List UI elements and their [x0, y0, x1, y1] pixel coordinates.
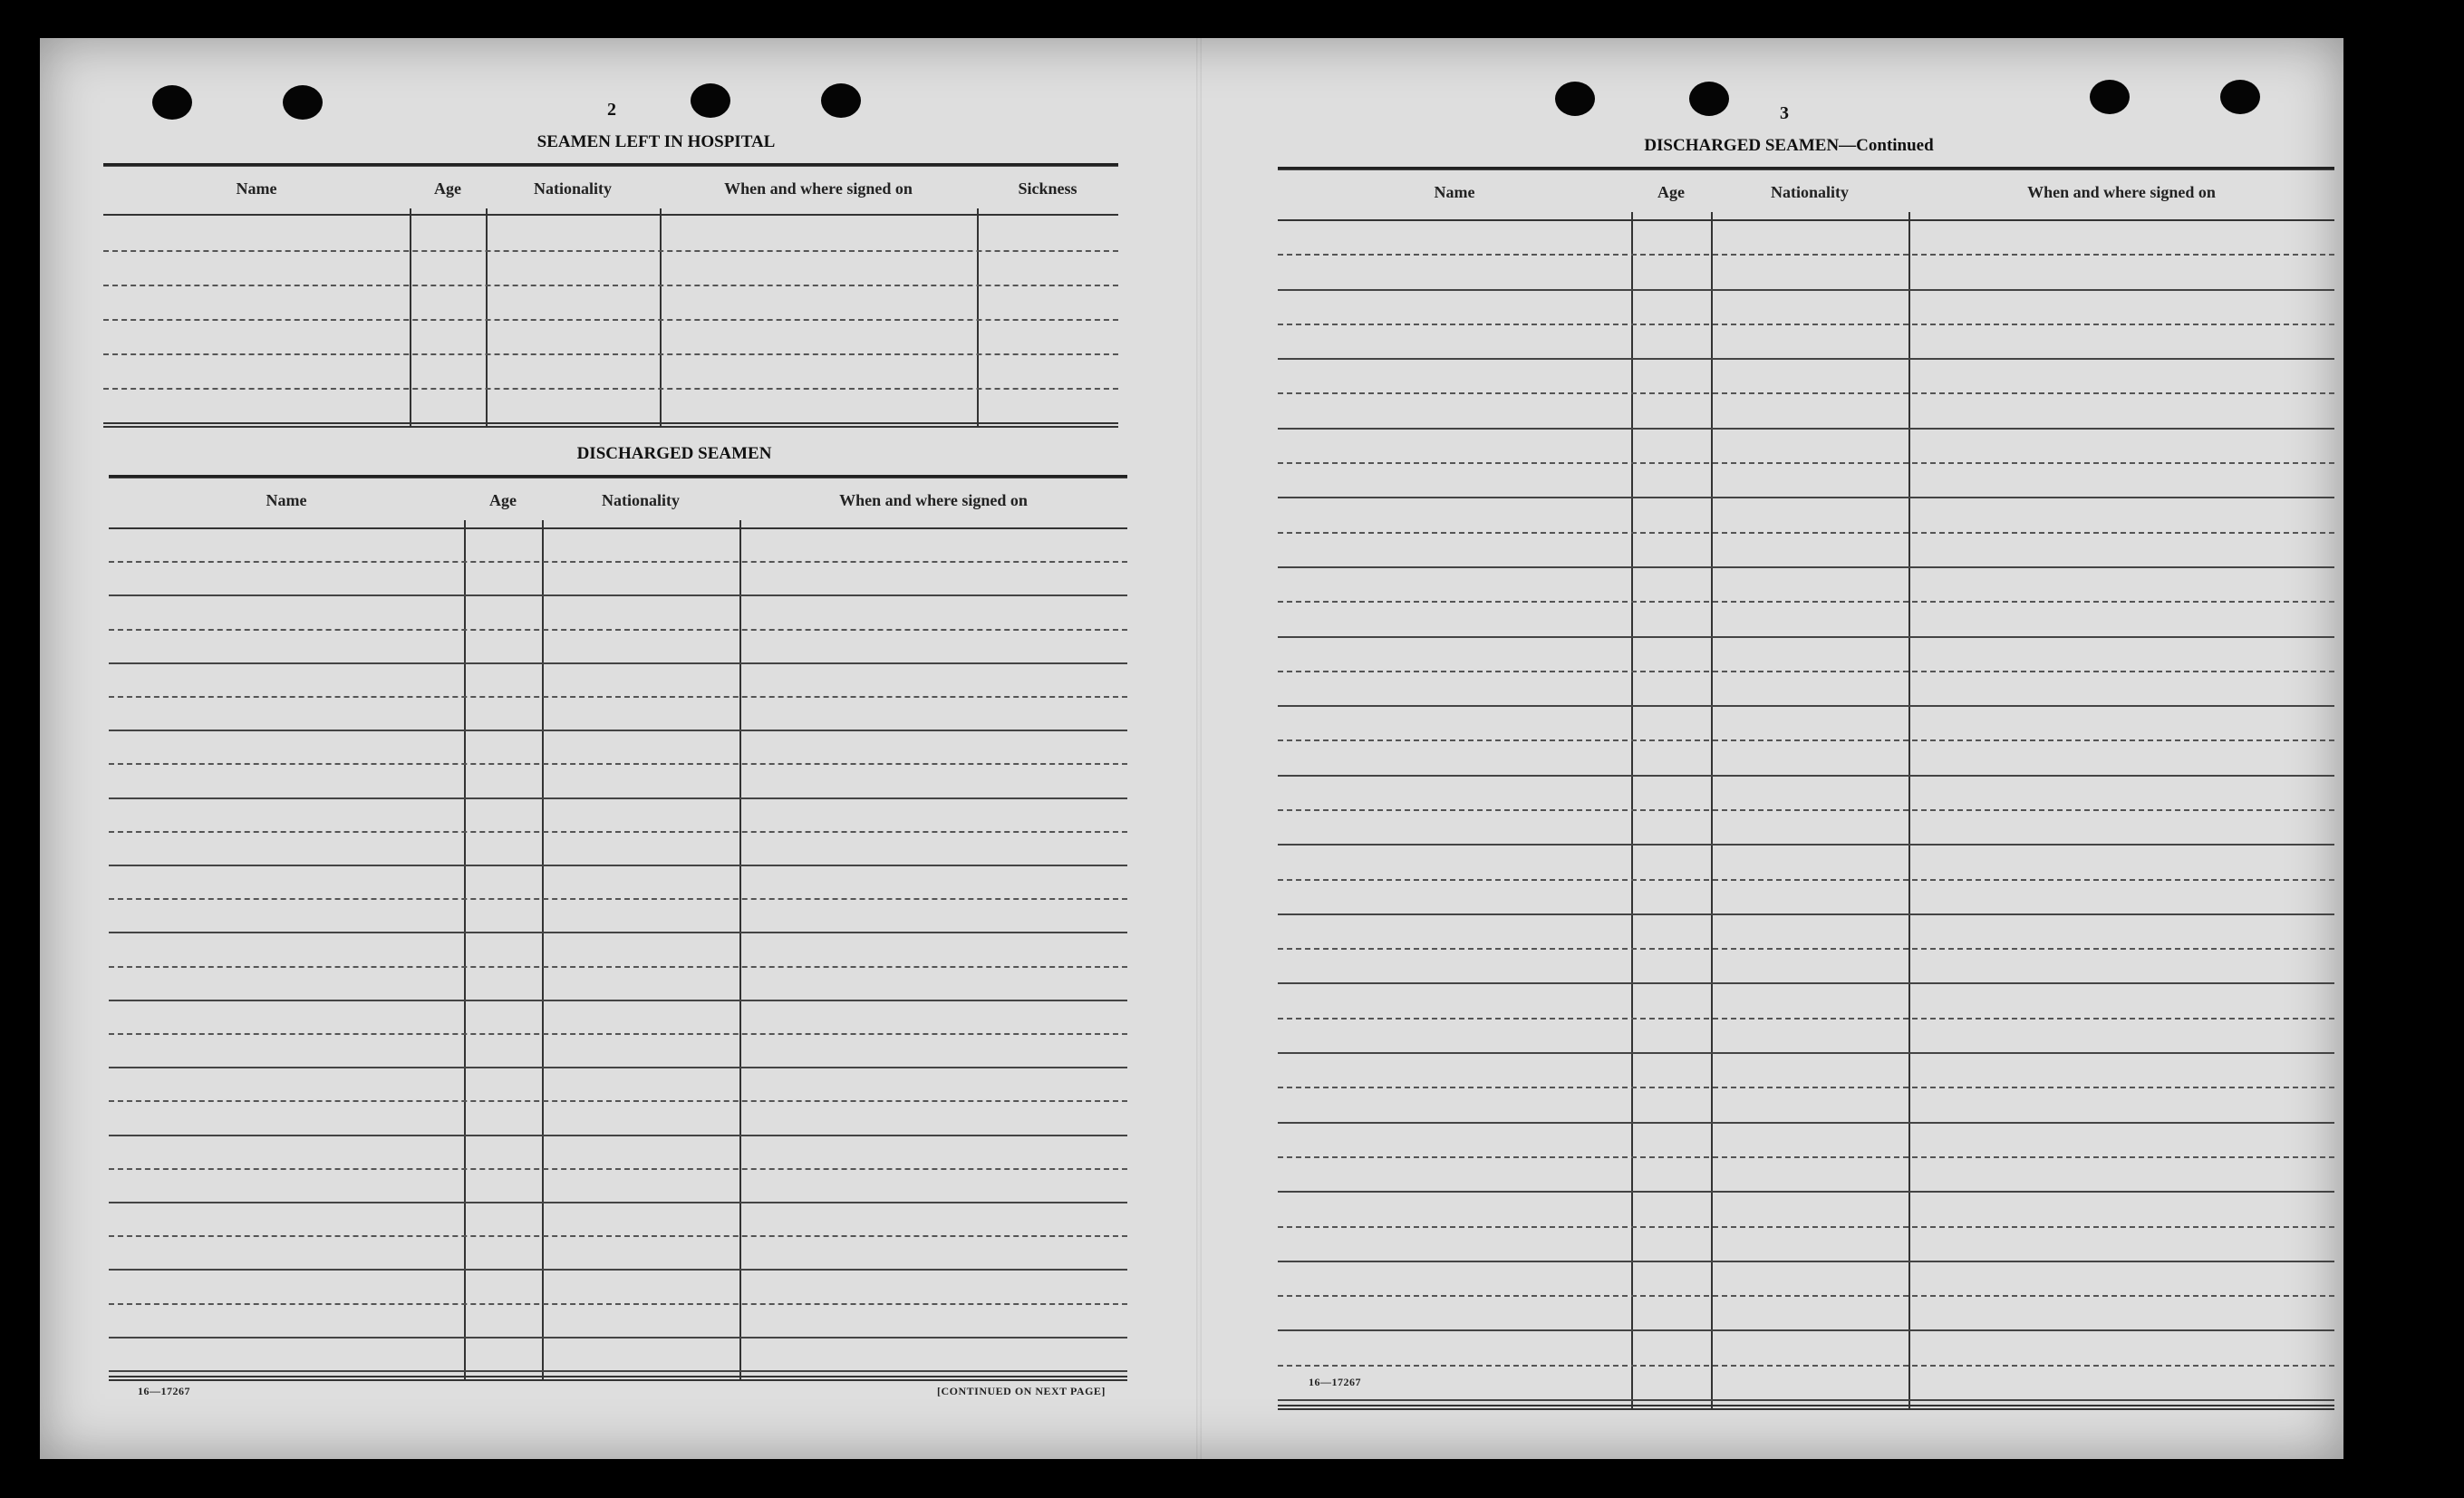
column-divider — [542, 520, 544, 1381]
ledger-row — [1278, 1226, 2334, 1228]
ledger-row — [109, 1370, 1127, 1372]
ledger-row — [1278, 982, 2334, 984]
hospital-ledger-table — [103, 163, 1118, 428]
ledger-row — [109, 696, 1127, 698]
ledger-row — [109, 966, 1127, 968]
ledger-row — [103, 388, 1118, 390]
continued-note: [CONTINUED ON NEXT PAGE] — [937, 1385, 1106, 1397]
column-header-age: Age — [489, 490, 517, 509]
ledger-row — [109, 1000, 1127, 1001]
ledger-top-rule — [109, 475, 1127, 478]
punch-hole-icon — [1689, 82, 1729, 116]
discharged-section-title: DISCHARGED SEAMEN — [576, 444, 772, 463]
column-divider — [464, 520, 466, 1381]
ledger-row — [103, 250, 1118, 252]
ledger-row — [1278, 948, 2334, 950]
column-header-name: Name — [236, 179, 277, 198]
column-header-sickness: Sickness — [1018, 179, 1077, 198]
ledger-bottom-rule — [103, 422, 1118, 428]
ledger-row — [109, 561, 1127, 563]
ledger-row — [109, 730, 1127, 731]
ledger-row — [1278, 428, 2334, 430]
punch-hole-icon — [821, 83, 861, 118]
ledger-row — [109, 594, 1127, 596]
column-header-nationality: Nationality — [1770, 182, 1849, 201]
ledger-row — [109, 932, 1127, 933]
ledger-header-rule — [1278, 219, 2334, 221]
ledger-row — [1278, 636, 2334, 638]
ledger-row — [103, 285, 1118, 286]
punch-hole-icon — [283, 85, 323, 120]
ledger-row — [1278, 1052, 2334, 1054]
discharged-ledger-table — [109, 475, 1127, 1381]
ledger-row — [109, 1067, 1127, 1068]
column-header-nationality: Nationality — [601, 490, 680, 509]
ledger-row — [109, 797, 1127, 799]
ledger-row — [1278, 705, 2334, 707]
ledger-row — [109, 763, 1127, 765]
column-header-name: Name — [266, 490, 307, 509]
discharged-continued-title — [1535, 136, 2043, 156]
column-header-signed-on: When and where signed on — [2027, 182, 2216, 201]
ledger-row — [1278, 913, 2334, 915]
ledger-row — [109, 865, 1127, 866]
ledger-row — [1278, 289, 2334, 291]
ledger-row — [1278, 462, 2334, 464]
ledger-row — [103, 319, 1118, 321]
column-divider — [1631, 212, 1633, 1410]
ledger-row — [1278, 739, 2334, 741]
ledger-row — [103, 353, 1118, 355]
ledger-row — [109, 831, 1127, 833]
ledger-row — [109, 1269, 1127, 1271]
ledger-row — [109, 1303, 1127, 1305]
ledger-row — [109, 1202, 1127, 1203]
ledger-row — [1278, 1122, 2334, 1124]
ledger-bottom-rule — [109, 1376, 1127, 1381]
ledger-row — [1278, 532, 2334, 534]
ledger-top-rule — [1278, 167, 2334, 170]
ledger-row — [109, 1235, 1127, 1237]
ledger-paper — [40, 38, 2343, 1459]
punch-hole-icon — [152, 85, 192, 120]
ledger-row — [1278, 775, 2334, 777]
ledger-row — [1278, 566, 2334, 568]
ledger-row — [109, 1100, 1127, 1102]
column-divider — [977, 208, 979, 426]
ledger-row — [1278, 1087, 2334, 1088]
ledger-row — [1278, 1261, 2334, 1262]
ledger-row — [1278, 809, 2334, 811]
ledger-row — [1278, 1399, 2334, 1401]
ledger-header-rule — [109, 527, 1127, 529]
punch-hole-icon — [691, 83, 730, 118]
ledger-row — [1278, 497, 2334, 498]
ledger-row — [109, 1337, 1127, 1339]
punch-hole-icon — [2220, 80, 2260, 114]
ledger-row — [109, 629, 1127, 631]
ledger-row — [1278, 1329, 2334, 1331]
hospital-section-title: SEAMEN LEFT IN HOSPITAL — [536, 132, 776, 151]
ledger-row — [1278, 844, 2334, 846]
punch-hole-icon — [2090, 80, 2130, 114]
column-header-nationality: Nationality — [533, 179, 612, 198]
column-header-age: Age — [1657, 182, 1685, 201]
ledger-row — [1278, 1191, 2334, 1193]
ledger-row — [1278, 879, 2334, 881]
column-header-signed-on: When and where signed on — [724, 179, 913, 198]
ledger-row — [109, 1168, 1127, 1170]
column-header-signed-on: When and where signed on — [839, 490, 1028, 509]
column-header-age: Age — [434, 179, 461, 198]
discharged-title-text: DISCHARGED SEAMEN — [1644, 136, 1840, 155]
column-divider — [739, 520, 741, 1381]
ledger-row — [109, 1135, 1127, 1136]
column-divider — [486, 208, 488, 426]
form-number: 16—17267 — [138, 1385, 190, 1397]
column-header-name: Name — [1434, 182, 1475, 201]
form-number: 16—17267 — [1309, 1376, 1361, 1388]
ledger-row — [1278, 1156, 2334, 1158]
column-divider — [1711, 212, 1713, 1410]
ledger-row — [1278, 671, 2334, 672]
ledger-row — [1278, 358, 2334, 360]
punch-hole-icon — [1555, 82, 1595, 116]
discharged-continued-ledger-table — [1278, 167, 2334, 1410]
ledger-row — [1278, 1365, 2334, 1367]
ledger-row — [1278, 324, 2334, 325]
column-divider — [410, 208, 411, 426]
column-divider — [1908, 212, 1910, 1410]
ledger-top-rule — [103, 163, 1118, 167]
column-divider — [660, 208, 662, 426]
continued-suffix: —Continued — [1839, 136, 1934, 155]
right-page-number: 3 — [1780, 103, 1789, 123]
ledger-row — [109, 898, 1127, 900]
ledger-row — [109, 662, 1127, 664]
ledger-row — [1278, 254, 2334, 256]
left-page-number: 2 — [607, 100, 616, 120]
ledger-bottom-rule — [1278, 1405, 2334, 1410]
ledger-row — [1278, 601, 2334, 603]
ledger-row — [109, 1033, 1127, 1035]
ledger-row — [1278, 1018, 2334, 1020]
ledger-header-rule — [103, 214, 1118, 216]
ledger-row — [1278, 1295, 2334, 1297]
ledger-row — [1278, 392, 2334, 394]
